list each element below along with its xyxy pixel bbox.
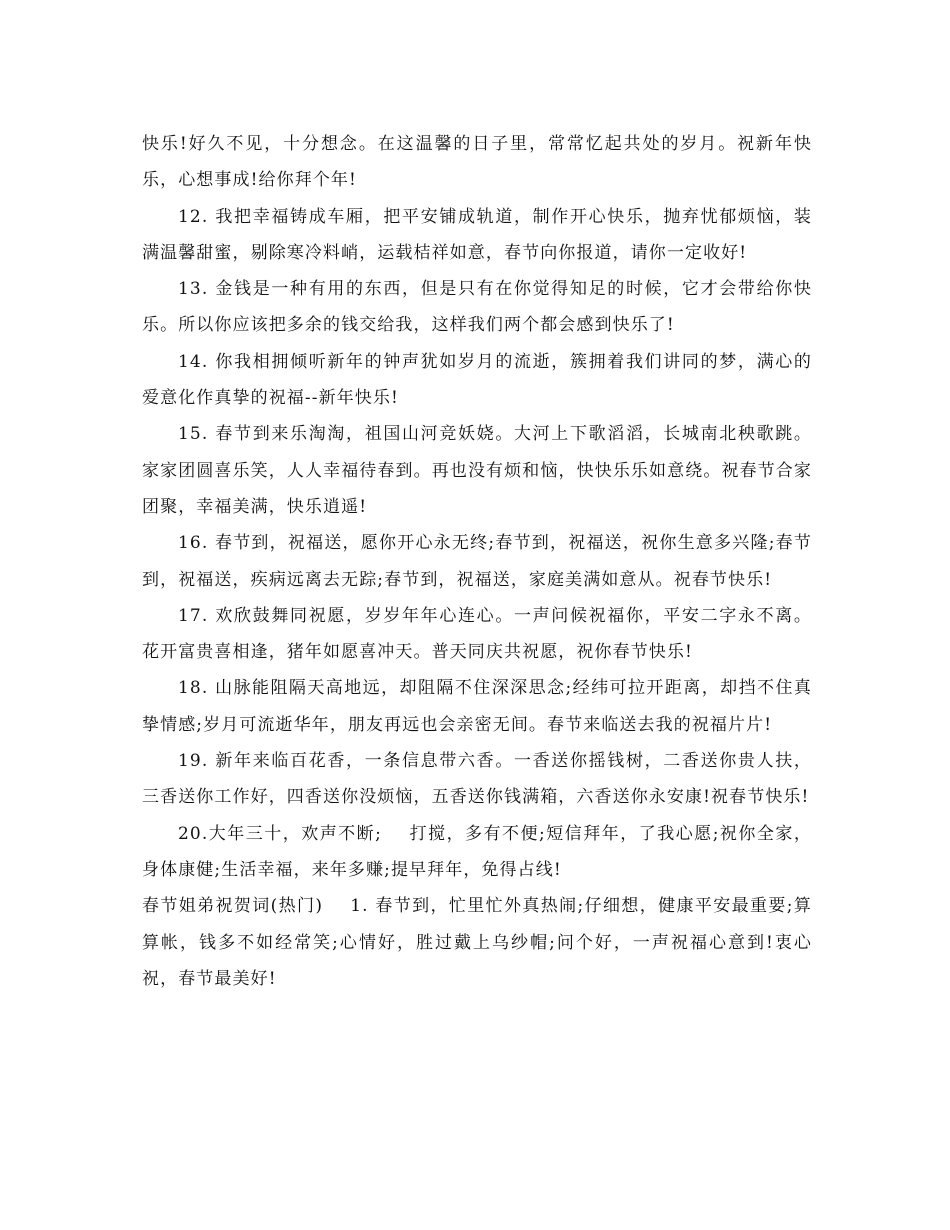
paragraph-16: 16. 春节到，祝福送，愿你开心永无终;春节到，祝福送，祝你生意多兴隆;春节到，祝福送，疾病远离去无踪;春节到，祝福送，家庭美满如意从。祝春节快乐!: [142, 533, 812, 590]
paragraph-continuation: 快乐!好久不见，十分想念。在这温馨的日子里，常常忆起共处的岁月。祝新年快乐，心想事成!给你拜个年!: [142, 134, 812, 191]
paragraph-12: 12. 我把幸福铸成车厢，把平安铺成轨道，制作开心快乐，抛弃忧郁烦恼，装满温馨甜蜜，剔除寒冷料峭，运载桔祥如意，春节向你报道，请你一定收好!: [142, 206, 812, 263]
paragraph-15: 15. 春节到来乐淘淘，祖国山河竞妖娆。大河上下歌滔滔，长城南北秧歌跳。家家团圆喜乐笑，人人幸福待春到。再也没有烦和恼，快快乐乐如意绕。祝春节合家团聚，幸福美满，快乐逍遥!: [142, 424, 812, 517]
paragraph-19: 19. 新年来临百花香，一条信息带六香。一香送你摇钱树，二香送你贵人扶，三香送你工作好，四香送你没烦恼，五香送你钱满箱，六香送你永安康!祝春节快乐!: [142, 751, 812, 808]
paragraph-20: 20.大年三十，欢声不断; 打搅，多有不便;短信拜年，了我心愿;祝你全家，身体康健;生活幸福，来年多赚;提早拜年，免得占线!: [142, 823, 812, 880]
paragraph-13: 13. 金钱是一种有用的东西，但是只有在你觉得知足的时候，它才会带给你快乐。所以你应该把多余的钱交给我，这样我们两个都会感到快乐了!: [142, 279, 812, 336]
paragraph-section-heading: 春节姐弟祝贺词(热门) 1. 春节到，忙里忙外真热闹;仔细想，健康平安最重要;算算帐，钱多不如经常笑;心情好，胜过戴上乌纱帽;问个好，一声祝福心意到!衷心祝，春节最美好!: [142, 896, 812, 989]
paragraph-14: 14. 你我相拥倾听新年的钟声犹如岁月的流逝，簇拥着我们讲同的梦，满心的爱意化作真挚的祝福--新年快乐!: [142, 351, 812, 409]
document-body: [142, 126, 812, 997]
paragraph-17: 17. 欢欣鼓舞同祝愿，岁岁年年心连心。一声问候祝福你，平安二字永不离。花开富贵喜相逢，猪年如愿喜冲天。普天同庆共祝愿，祝你春节快乐!: [142, 605, 812, 663]
paragraph-18: 18. 山脉能阻隔天高地远，却阻隔不住深深思念;经纬可拉开距离，却挡不住真挚情感;岁月可流逝华年，朋友再远也会亲密无间。春节来临送去我的祝福片片!: [142, 678, 812, 735]
